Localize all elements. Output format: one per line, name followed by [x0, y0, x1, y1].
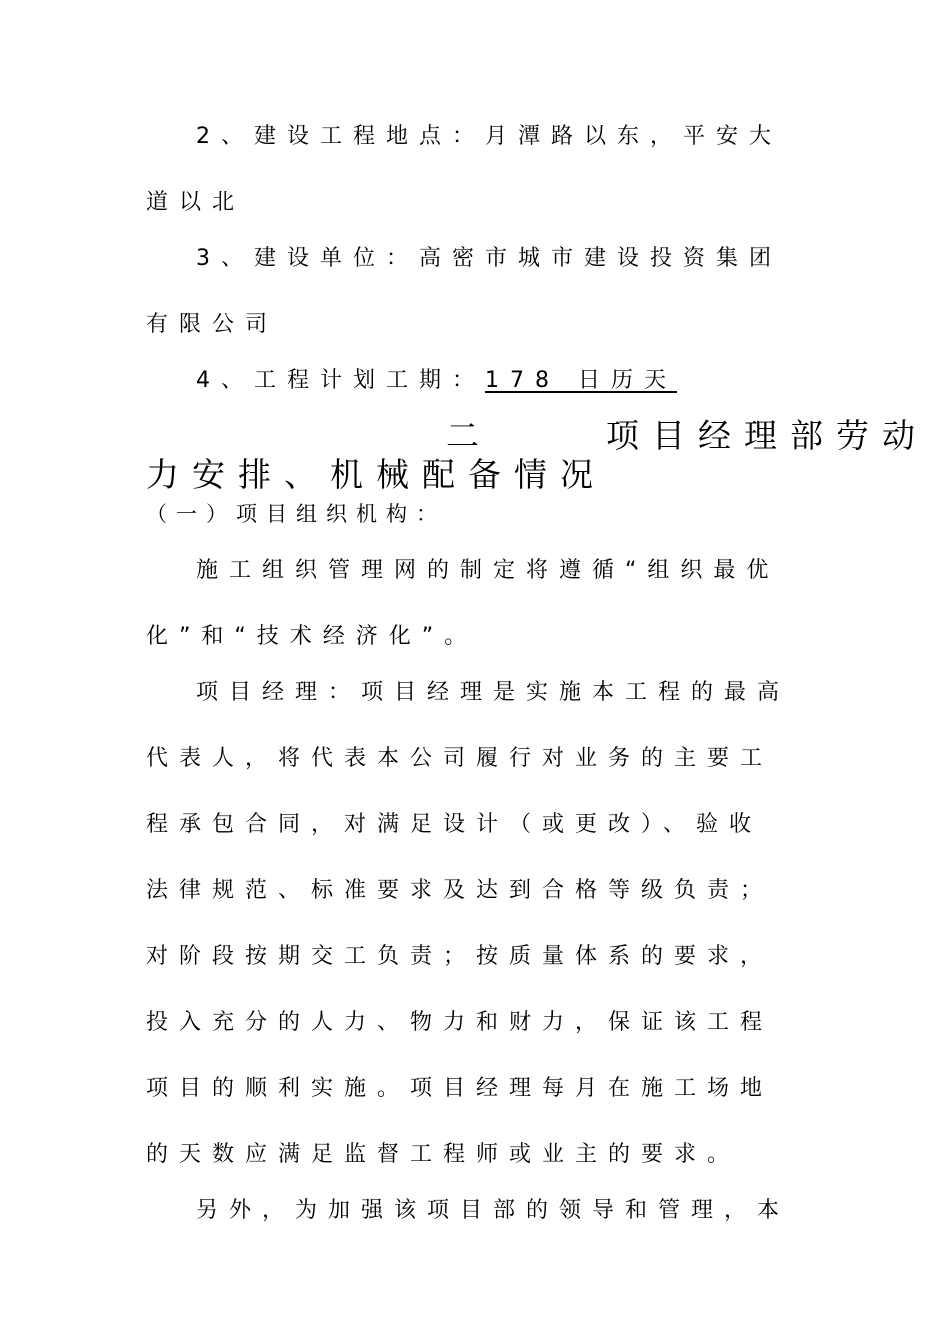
paragraph-line: 项目经理：项目经理是实施本工程的最高 [196, 680, 791, 705]
paragraph-line: 代表人，将代表本公司履行对业务的主要工 [146, 746, 774, 771]
section-title-part2: 力安排、机械配备情况 [146, 455, 606, 494]
paragraph-line: 另外，为加强该项目部的领导和管理，本 [196, 1198, 791, 1223]
duration-value: 178 日历天 [485, 368, 677, 393]
text-line-owner-cont: 有限公司 [146, 312, 279, 337]
paragraph-line: 的天数应满足监督工程师或业主的要求。 [146, 1142, 741, 1167]
subsection-heading: （一）项目组织机构： [146, 502, 446, 526]
section-number: 二 [446, 416, 492, 455]
paragraph-line: 程承包合同，对满足设计（或更改）、验收 [146, 812, 763, 837]
text-line-owner: 3、建设单位：高密市城市建设投资集团 [196, 246, 782, 271]
text-line-location-cont: 道以北 [146, 190, 246, 215]
paragraph-line: 项目的顺利实施。项目经理每月在施工场地 [146, 1076, 774, 1101]
paragraph-line: 法律规范、标准要求及达到合格等级负责； [146, 878, 774, 903]
paragraph-line: 对阶段按期交工负责；按质量体系的要求， [146, 944, 774, 969]
duration-label: 4、工程计划工期： [196, 368, 485, 393]
section-heading [146, 416, 928, 456]
paragraph-line: 施工组织管理网的制定将遵循“组织最优 [196, 558, 780, 583]
section-title-part1: 项目经理部劳动 [606, 416, 928, 455]
paragraph-line: 化”和“技术经济化”。 [146, 624, 478, 649]
paragraph-line: 投入充分的人力、物力和财力，保证该工程 [146, 1010, 774, 1035]
text-line-location: 2、建设工程地点：月潭路以东，平安大 [196, 124, 782, 149]
text-line-duration [196, 366, 866, 396]
